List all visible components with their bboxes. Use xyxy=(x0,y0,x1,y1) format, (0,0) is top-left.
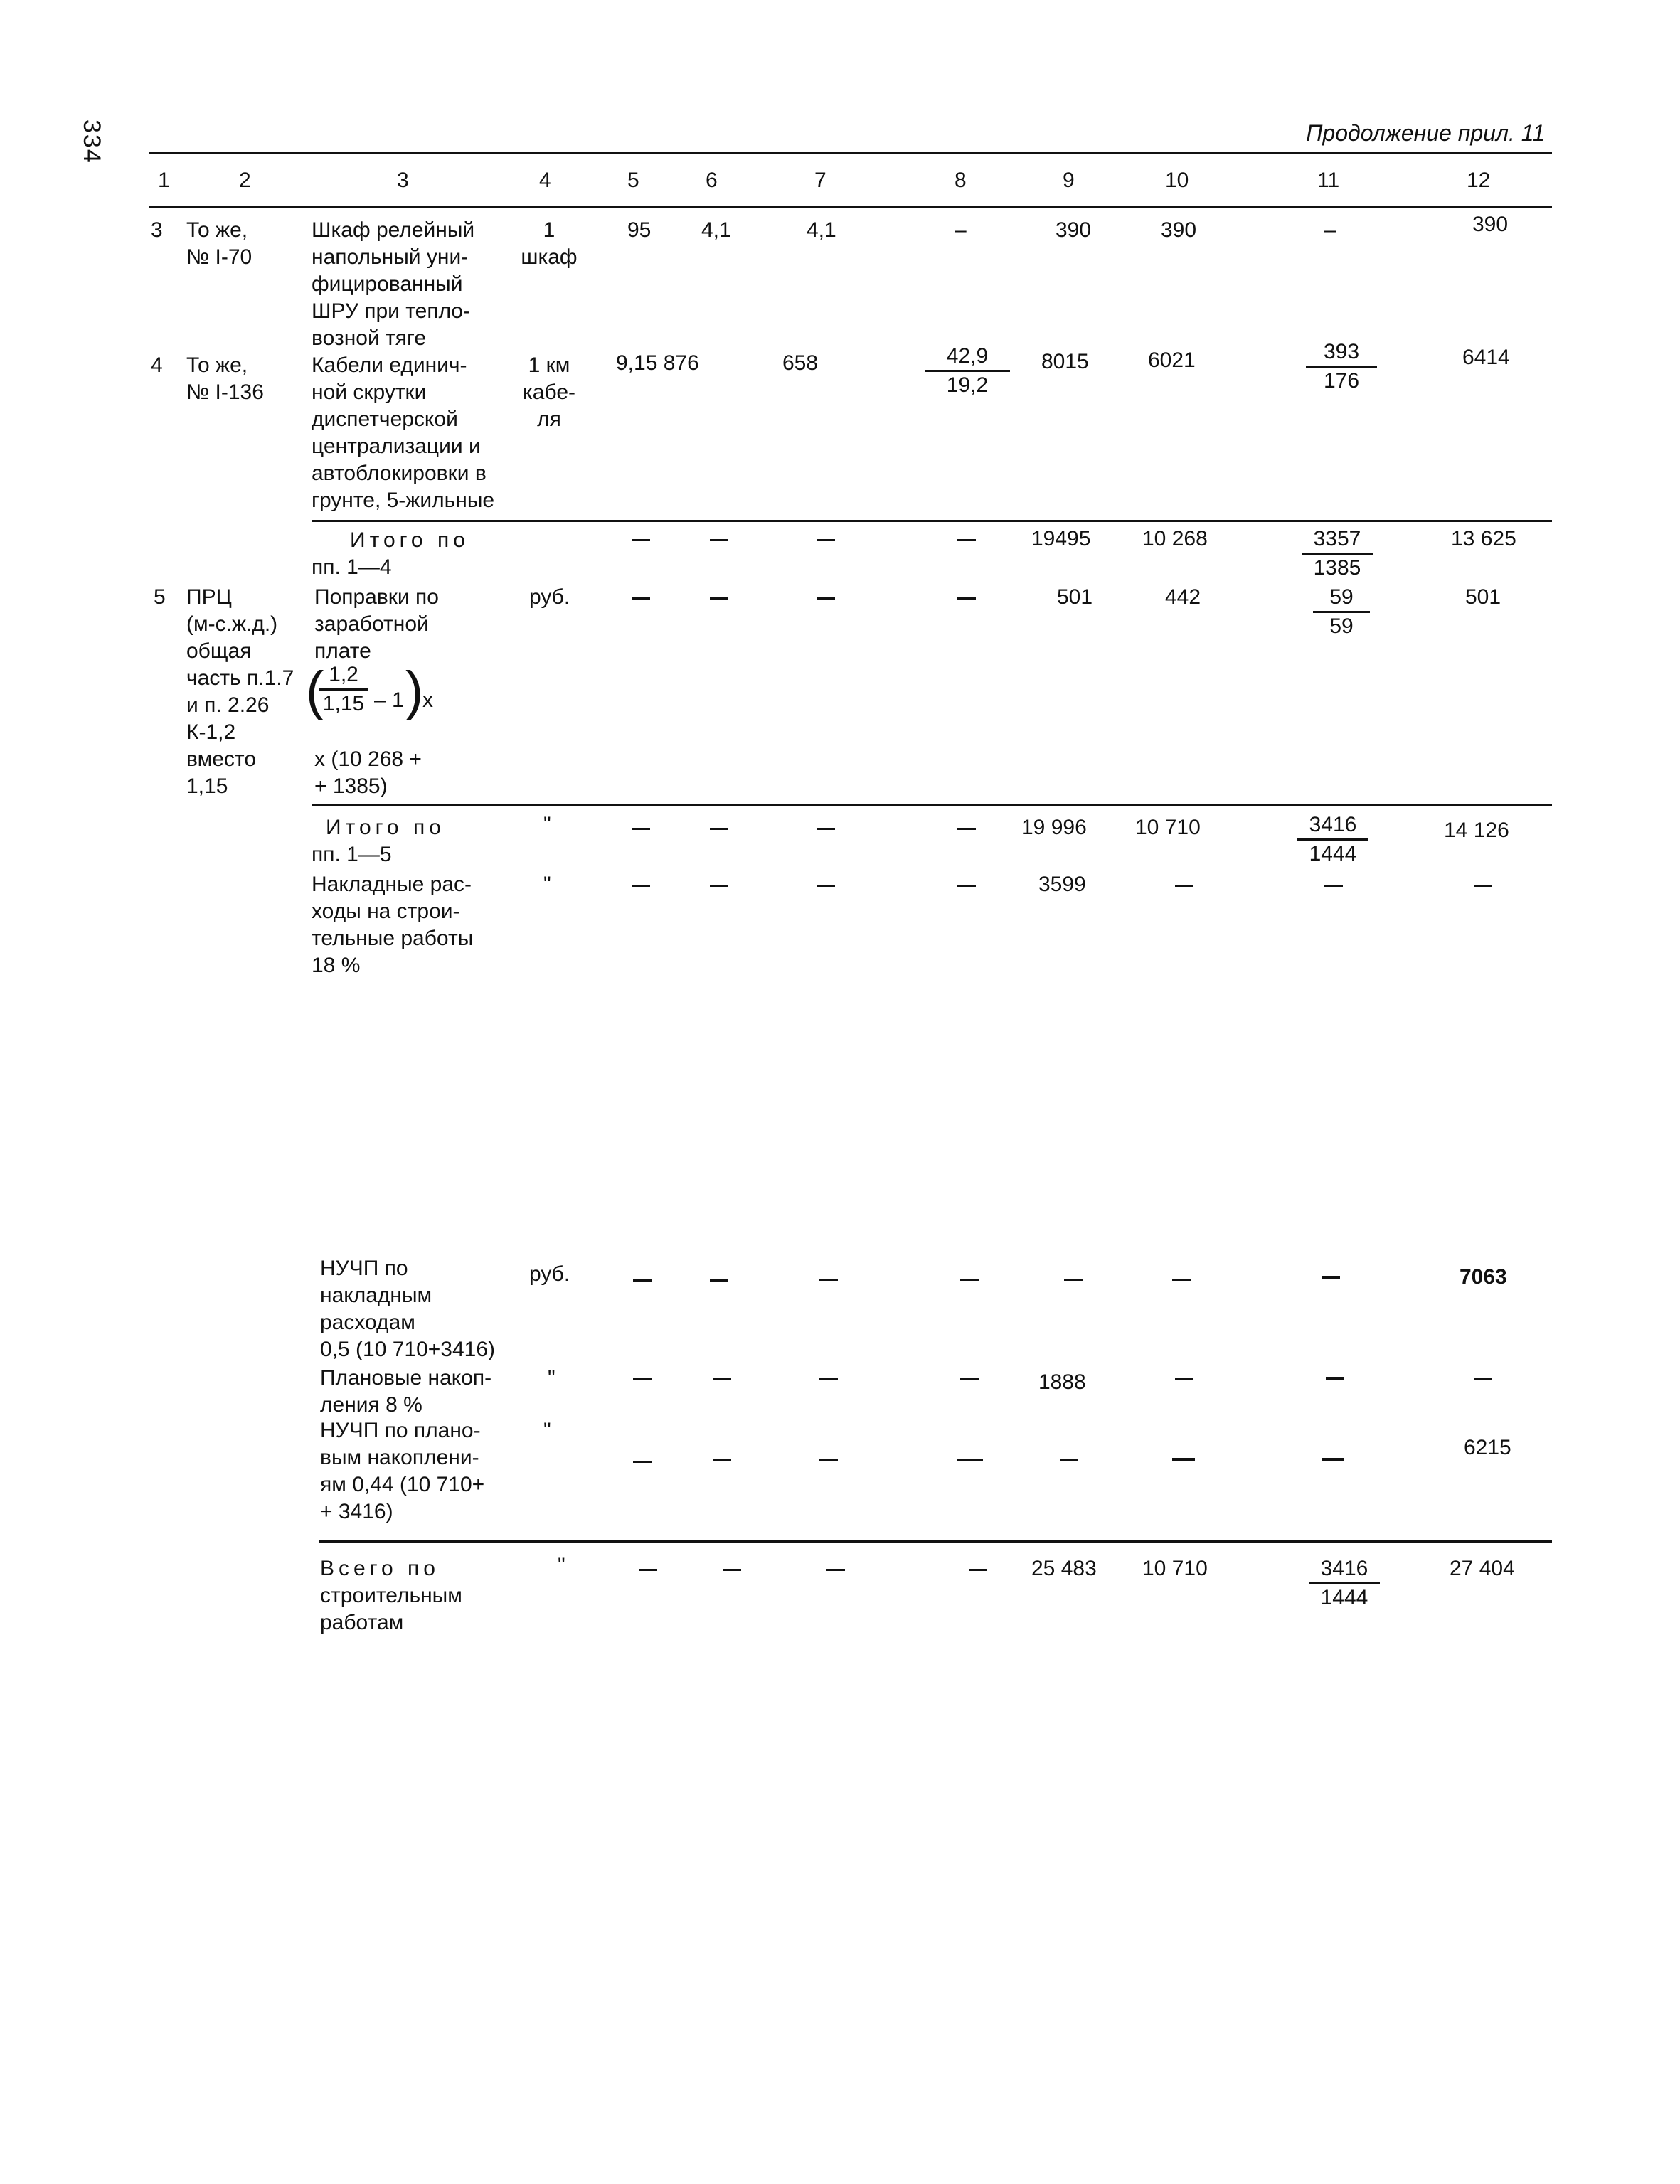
cell-col12: 390 xyxy=(1472,213,1509,236)
section-rule xyxy=(312,520,1552,522)
header-bottom-rule xyxy=(149,206,1552,208)
cell-col9: 1888 xyxy=(1038,1370,1086,1394)
cell-col9: 8015 xyxy=(1041,350,1089,373)
dash-col9 xyxy=(1060,1459,1078,1461)
cell-col12: 27 404 xyxy=(1450,1557,1515,1580)
dash-col5 xyxy=(633,1378,652,1380)
fraction-denominator: 1,15 xyxy=(322,692,365,715)
cell-col12: 13 625 xyxy=(1451,527,1516,550)
total-label: Итого по xyxy=(350,528,469,552)
cell-col11-fraction xyxy=(1309,1555,1380,1612)
cell-col10: 6021 xyxy=(1148,348,1196,372)
col-header-9: 9 xyxy=(1063,169,1075,192)
cell-col10: 10 710 xyxy=(1142,1557,1208,1580)
cell-col11-fraction xyxy=(1302,526,1373,582)
row-number: 3 xyxy=(151,218,163,242)
cell-col10: 442 xyxy=(1165,585,1201,609)
cell-col10: 10 710 xyxy=(1135,816,1201,839)
cell-col9: 390 xyxy=(1056,218,1092,242)
row-unit: 1 шкаф xyxy=(521,218,578,269)
dash-col6 xyxy=(710,885,728,887)
row-description: Кабели единич- ной скрутки диспетчерской централизации и автоблокировки в грунте, 5-жильные xyxy=(312,353,495,512)
row-unit: " xyxy=(543,813,551,836)
fraction-numerator: 393 xyxy=(1306,339,1377,368)
cell-col5-6: 9,15 876 xyxy=(616,351,699,375)
col-header-10: 10 xyxy=(1165,169,1189,192)
dash-col10 xyxy=(1172,1458,1195,1461)
dash-col10 xyxy=(1175,1378,1193,1380)
row-description: Плановые накоп- ления 8 % xyxy=(320,1366,492,1417)
dash-col7 xyxy=(826,1569,845,1571)
fraction-numerator: 59 xyxy=(1313,584,1370,613)
cell-col12: 501 xyxy=(1465,585,1501,609)
row-description: Поправки по заработной плате xyxy=(314,585,439,663)
fraction-denominator: 1444 xyxy=(1309,842,1357,865)
paren-open: ( xyxy=(306,661,324,721)
dash-col11 xyxy=(1324,885,1343,887)
row-number: 5 xyxy=(154,585,166,609)
dash-col12 xyxy=(1474,1378,1492,1380)
cell-col11-fraction xyxy=(1297,811,1368,868)
cell-col8-fraction xyxy=(925,343,1010,399)
fraction-denominator: 1385 xyxy=(1313,556,1361,580)
fraction-numerator: 1,2 xyxy=(319,661,368,691)
col-header-12: 12 xyxy=(1467,169,1491,192)
cell-col8: – xyxy=(955,218,967,242)
dash-col7 xyxy=(819,1459,838,1461)
cell-col5: 95 xyxy=(627,218,652,242)
row-reference: ПРЦ (м-с.ж.д.) общая часть п.1.7 и п. 2.26 К-1,2 вместо 1,15 xyxy=(186,585,294,798)
fraction-denominator: 1444 xyxy=(1320,1586,1368,1609)
row-unit: " xyxy=(543,1419,551,1442)
row-reference: То же, № I-70 xyxy=(186,218,252,269)
dash-col5 xyxy=(633,1461,652,1463)
row-unit: руб. xyxy=(529,1262,570,1286)
cell-col10: 10 268 xyxy=(1142,527,1208,550)
dash-col11 xyxy=(1326,1377,1344,1380)
formula xyxy=(306,661,448,725)
row-unit: " xyxy=(548,1366,555,1390)
dash-col8 xyxy=(957,597,976,600)
dash-col6 xyxy=(710,597,728,600)
dash-col11 xyxy=(1322,1276,1340,1279)
total-label: Итого по xyxy=(326,816,445,839)
section-rule xyxy=(319,1540,1552,1543)
total-label-range: пп. 1—4 xyxy=(312,555,392,579)
cell-col9: 3599 xyxy=(1038,873,1086,896)
fraction-denominator: 59 xyxy=(1329,614,1354,638)
dash-col6 xyxy=(713,1459,731,1461)
col-header-6: 6 xyxy=(706,169,718,192)
fraction-numerator: 3357 xyxy=(1302,526,1373,555)
col-header-1: 1 xyxy=(158,169,170,192)
cell-col12: 6215 xyxy=(1464,1436,1511,1459)
dash-col8 xyxy=(960,1378,979,1380)
dash-col7 xyxy=(817,597,835,600)
dash-col9 xyxy=(1064,1279,1083,1281)
formula-times: х xyxy=(422,688,433,712)
cell-col11: – xyxy=(1324,218,1336,242)
total-label-range: пп. 1—5 xyxy=(312,843,392,866)
dash-col7 xyxy=(817,828,835,830)
cell-col9: 19 996 xyxy=(1021,816,1087,839)
dash-col7 xyxy=(819,1378,838,1380)
dash-col6 xyxy=(713,1378,731,1380)
dash-col5 xyxy=(632,539,650,541)
row-reference: То же, № I-136 xyxy=(186,353,264,404)
fraction-denominator: 19,2 xyxy=(946,373,989,397)
cell-col12: 6414 xyxy=(1462,346,1510,369)
dash-col8 xyxy=(957,539,976,541)
page-number: 334 xyxy=(78,119,105,164)
dash-col6 xyxy=(710,539,728,541)
dash-col5 xyxy=(632,828,650,830)
cell-col11-fraction xyxy=(1306,339,1377,395)
dash-col10 xyxy=(1172,1279,1191,1281)
formula-fraction xyxy=(319,661,368,718)
row-description-continued: х (10 268 + + 1385) xyxy=(314,747,422,798)
col-header-4: 4 xyxy=(539,169,551,192)
fraction-numerator: 42,9 xyxy=(925,343,1010,372)
continuation-caption: Продолжение прил. 11 xyxy=(1306,120,1545,146)
cell-col7: 4,1 xyxy=(807,218,836,242)
fraction-numerator: 3416 xyxy=(1309,1555,1380,1584)
dash-col7 xyxy=(819,1279,838,1281)
col-header-3: 3 xyxy=(397,169,409,192)
row-description: Шкаф релейный напольный уни- фицированный ШРУ при тепло- возной тяге xyxy=(312,218,475,350)
fraction-denominator: 176 xyxy=(1323,369,1360,393)
dash-col8 xyxy=(960,1279,979,1281)
dash-col5 xyxy=(639,1569,657,1571)
section-rule xyxy=(312,804,1552,806)
cell-col9: 19495 xyxy=(1031,527,1091,550)
row-description: НУЧП по накладным расходам 0,5 (10 710+3416) xyxy=(320,1257,496,1361)
header-top-rule xyxy=(149,152,1552,154)
row-unit: 1 км кабе- ля xyxy=(523,353,575,431)
row-unit: руб. xyxy=(529,585,570,609)
dash-col8 xyxy=(969,1569,987,1571)
cell-col12: 7063 xyxy=(1460,1265,1507,1289)
cell-col10: 390 xyxy=(1161,218,1197,242)
grand-total-label-rest: строительным работам xyxy=(320,1584,462,1634)
cell-col9: 25 483 xyxy=(1031,1557,1097,1580)
row-unit: " xyxy=(543,873,551,896)
cell-col9: 501 xyxy=(1057,585,1093,609)
dash-col8 xyxy=(957,828,976,830)
dash-col10 xyxy=(1175,885,1193,887)
col-header-11: 11 xyxy=(1317,169,1340,192)
dash-col6 xyxy=(710,828,728,830)
paren-close: ) xyxy=(405,661,424,721)
dash-col5 xyxy=(632,597,650,600)
grand-total-label: Всего по xyxy=(320,1557,440,1580)
fraction-numerator: 3416 xyxy=(1297,811,1368,841)
dash-col8 xyxy=(957,1459,983,1461)
dash-col5 xyxy=(633,1279,652,1282)
col-header-8: 8 xyxy=(955,169,967,192)
cell-col7: 658 xyxy=(782,351,819,375)
cell-col12: 14 126 xyxy=(1444,819,1509,842)
row-description: Накладные рас- ходы на строи- тельные работы 18 % xyxy=(312,873,474,977)
row-description: НУЧП по плано- вым накоплени- ям 0,44 (10 710+ + 3416) xyxy=(320,1419,485,1523)
row-number: 4 xyxy=(151,353,163,377)
col-header-5: 5 xyxy=(627,169,639,192)
dash-col8 xyxy=(957,885,976,887)
dash-col5 xyxy=(632,885,650,887)
col-header-2: 2 xyxy=(239,169,251,192)
dash-col12 xyxy=(1474,885,1492,887)
dash-col6 xyxy=(723,1569,741,1571)
formula-minus-one: – 1 xyxy=(374,688,404,712)
row-unit: " xyxy=(558,1554,565,1577)
cell-col11-fraction xyxy=(1313,584,1370,640)
col-header-7: 7 xyxy=(814,169,826,192)
dash-col6 xyxy=(710,1279,728,1282)
dash-col7 xyxy=(817,539,835,541)
cell-col6: 4,1 xyxy=(701,218,731,242)
dash-col11 xyxy=(1322,1458,1344,1461)
dash-col7 xyxy=(817,885,835,887)
